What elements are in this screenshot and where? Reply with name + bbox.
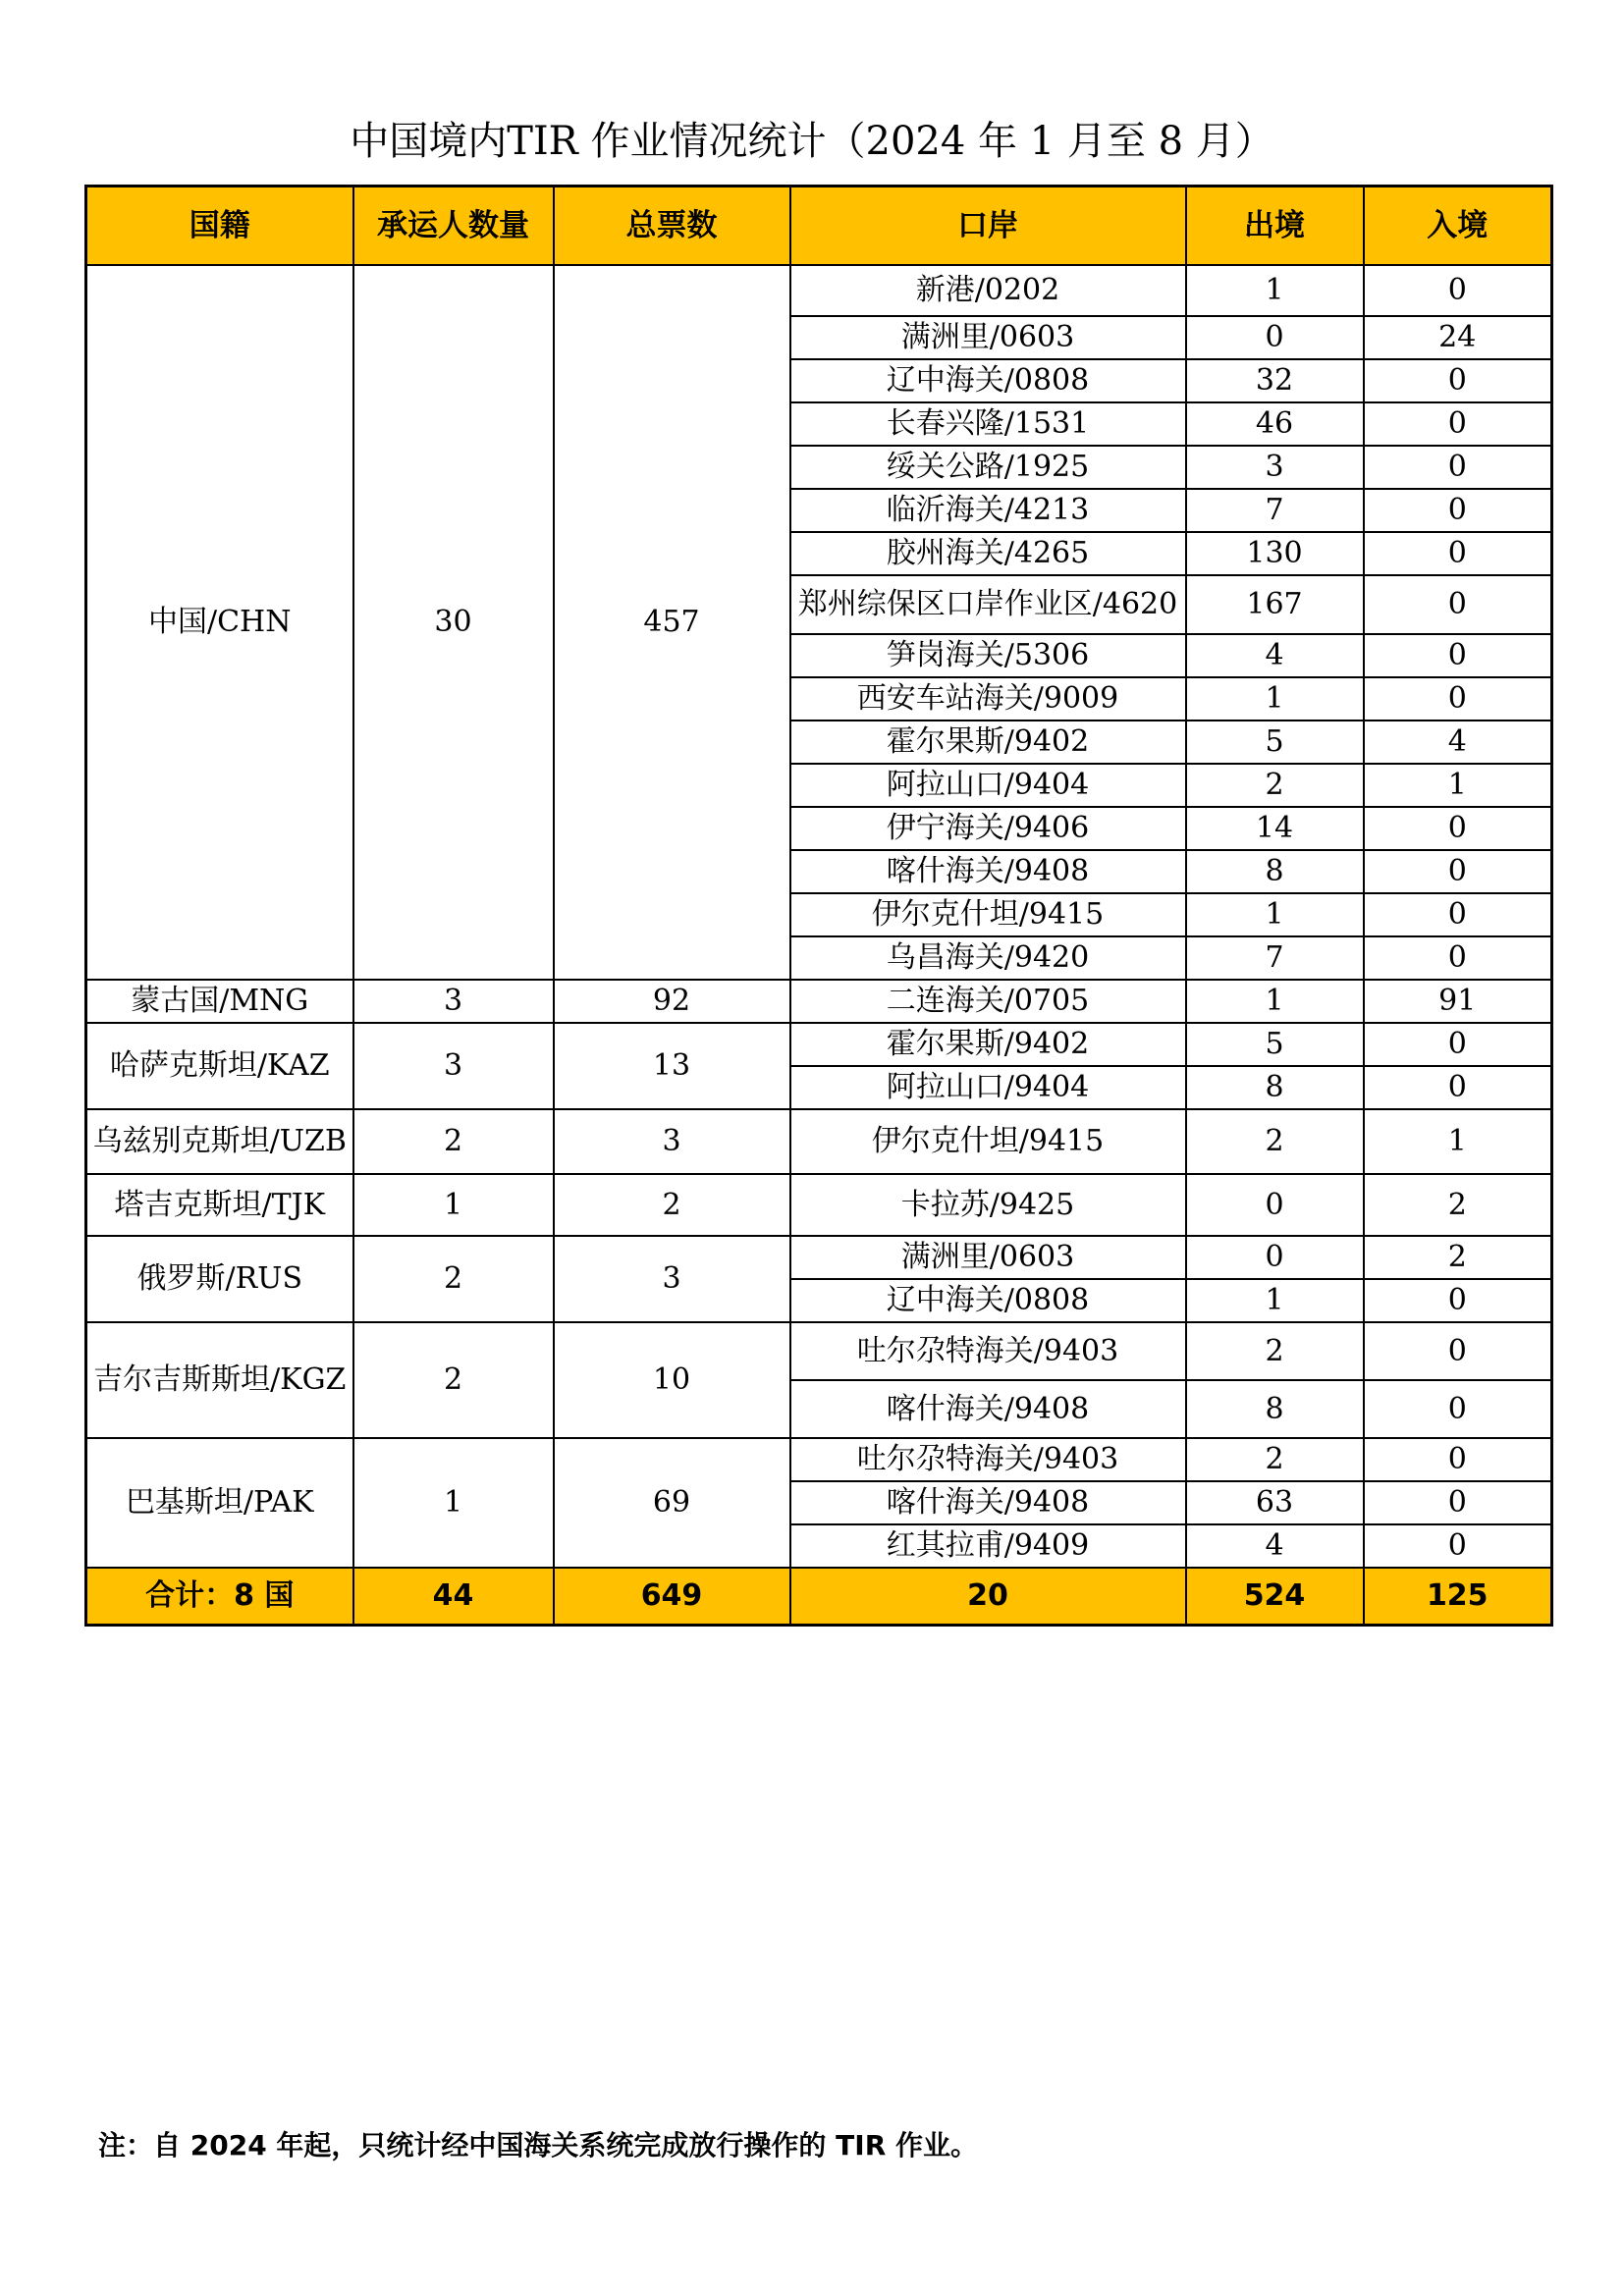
entry-cell: 2 [1364,1174,1552,1236]
totals-carriers: 44 [353,1568,554,1626]
exit-cell: 1 [1186,893,1364,936]
entry-cell: 0 [1364,489,1552,532]
exit-cell: 2 [1186,1109,1364,1174]
entry-cell: 0 [1364,893,1552,936]
totals-tickets: 649 [554,1568,790,1626]
port-cell: 西安车站海关/9009 [790,677,1186,721]
port-cell: 阿拉山口/9404 [790,764,1186,807]
carriers-cell: 2 [353,1322,554,1438]
totals-exit: 524 [1186,1568,1364,1626]
port-cell: 吐尔尕特海关/9403 [790,1322,1186,1380]
page-title: 中国境内TIR 作业情况统计（2024 年 1 月至 8 月） [350,119,1274,164]
entry-cell: 0 [1364,1066,1552,1109]
exit-cell: 1 [1186,265,1364,316]
port-cell: 满洲里/0603 [790,316,1186,359]
entry-cell: 0 [1364,850,1552,893]
exit-cell: 4 [1186,1524,1364,1568]
entry-cell: 0 [1364,634,1552,677]
exit-cell: 0 [1186,1236,1364,1279]
port-cell: 伊尔克什坦/9415 [790,1109,1186,1174]
tir-statistics-table [84,185,1553,1627]
exit-cell: 1 [1186,980,1364,1023]
exit-cell: 167 [1186,575,1364,634]
totals-ports: 20 [790,1568,1186,1626]
entry-cell: 0 [1364,807,1552,850]
carriers-cell: 2 [353,1236,554,1322]
header-row [86,187,1552,266]
tickets-cell: 10 [554,1322,790,1438]
totals-row [86,1568,1552,1626]
entry-cell: 0 [1364,446,1552,489]
exit-cell: 3 [1186,446,1364,489]
table-row [86,1109,1552,1174]
exit-cell: 5 [1186,721,1364,764]
port-cell: 霍尔果斯/9402 [790,721,1186,764]
exit-cell: 63 [1186,1481,1364,1524]
port-cell: 胶州海关/4265 [790,532,1186,575]
port-cell: 辽中海关/0808 [790,359,1186,402]
table-row [86,1322,1552,1380]
port-cell: 笋岗海关/5306 [790,634,1186,677]
header-port: 口岸 [790,187,1186,266]
port-cell: 霍尔果斯/9402 [790,1023,1186,1066]
port-cell: 临沂海关/4213 [790,489,1186,532]
tickets-cell: 3 [554,1109,790,1174]
exit-cell: 1 [1186,1279,1364,1322]
nationality-cell: 巴基斯坦/PAK [86,1438,353,1568]
tickets-cell: 3 [554,1236,790,1322]
port-cell: 新港/0202 [790,265,1186,316]
port-cell: 卡拉苏/9425 [790,1174,1186,1236]
entry-cell: 0 [1364,359,1552,402]
totals-label: 合计：8 国 [86,1568,353,1626]
totals-entry: 125 [1364,1568,1552,1626]
table-row [86,1236,1552,1279]
table-row [86,265,1552,316]
tickets-cell: 92 [554,980,790,1023]
port-cell: 辽中海关/0808 [790,1279,1186,1322]
entry-cell: 0 [1364,936,1552,980]
entry-cell: 0 [1364,1524,1552,1568]
port-cell: 二连海关/0705 [790,980,1186,1023]
carriers-cell: 1 [353,1174,554,1236]
port-cell: 吐尔尕特海关/9403 [790,1438,1186,1481]
port-cell: 乌昌海关/9420 [790,936,1186,980]
entry-cell: 0 [1364,1380,1552,1438]
entry-cell: 0 [1364,1438,1552,1481]
port-cell: 喀什海关/9408 [790,850,1186,893]
exit-cell: 7 [1186,489,1364,532]
entry-cell: 0 [1364,677,1552,721]
exit-cell: 32 [1186,359,1364,402]
exit-cell: 8 [1186,1066,1364,1109]
header-exit: 出境 [1186,187,1364,266]
header-nationality: 国籍 [86,187,353,266]
header-tickets: 总票数 [554,187,790,266]
entry-cell: 0 [1364,1023,1552,1066]
entry-cell: 0 [1364,1481,1552,1524]
port-cell: 红其拉甫/9409 [790,1524,1186,1568]
port-cell: 喀什海关/9408 [790,1481,1186,1524]
exit-cell: 2 [1186,764,1364,807]
table-body [86,265,1552,1568]
exit-cell: 7 [1186,936,1364,980]
table-row [86,1023,1552,1066]
header-entry: 入境 [1364,187,1552,266]
carriers-cell: 1 [353,1438,554,1568]
nationality-cell: 哈萨克斯坦/KAZ [86,1023,353,1109]
port-cell: 伊宁海关/9406 [790,807,1186,850]
port-cell: 阿拉山口/9404 [790,1066,1186,1109]
exit-cell: 2 [1186,1322,1364,1380]
tickets-cell: 457 [554,265,790,980]
port-cell: 喀什海关/9408 [790,1380,1186,1438]
tickets-cell: 69 [554,1438,790,1568]
carriers-cell: 2 [353,1109,554,1174]
entry-cell: 0 [1364,575,1552,634]
carriers-cell: 3 [353,1023,554,1109]
exit-cell: 46 [1186,402,1364,446]
table-row [86,1438,1552,1481]
port-cell: 伊尔克什坦/9415 [790,893,1186,936]
tickets-cell: 2 [554,1174,790,1236]
carriers-cell: 30 [353,265,554,980]
exit-cell: 14 [1186,807,1364,850]
table-row [86,1174,1552,1236]
exit-cell: 5 [1186,1023,1364,1066]
carriers-cell: 3 [353,980,554,1023]
header-carriers: 承运人数量 [353,187,554,266]
entry-cell: 0 [1364,1322,1552,1380]
port-cell: 长春兴隆/1531 [790,402,1186,446]
exit-cell: 130 [1186,532,1364,575]
entry-cell: 0 [1364,265,1552,316]
entry-cell: 0 [1364,402,1552,446]
port-cell: 郑州综保区口岸作业区/4620 [790,575,1186,634]
exit-cell: 2 [1186,1438,1364,1481]
exit-cell: 0 [1186,316,1364,359]
exit-cell: 8 [1186,1380,1364,1438]
nationality-cell: 俄罗斯/RUS [86,1236,353,1322]
nationality-cell: 蒙古国/MNG [86,980,353,1023]
entry-cell: 4 [1364,721,1552,764]
entry-cell: 1 [1364,1109,1552,1174]
nationality-cell: 中国/CHN [86,265,353,980]
tickets-cell: 13 [554,1023,790,1109]
exit-cell: 4 [1186,634,1364,677]
nationality-cell: 吉尔吉斯斯坦/KGZ [86,1322,353,1438]
entry-cell: 2 [1364,1236,1552,1279]
port-cell: 满洲里/0603 [790,1236,1186,1279]
exit-cell: 8 [1186,850,1364,893]
exit-cell: 0 [1186,1174,1364,1236]
exit-cell: 1 [1186,677,1364,721]
entry-cell: 91 [1364,980,1552,1023]
port-cell: 绥关公路/1925 [790,446,1186,489]
entry-cell: 24 [1364,316,1552,359]
table-row [86,980,1552,1023]
entry-cell: 0 [1364,532,1552,575]
entry-cell: 1 [1364,764,1552,807]
nationality-cell: 塔吉克斯坦/TJK [86,1174,353,1236]
footnote: 注：自 2024 年起，只统计经中国海关系统完成放行操作的 TIR 作业。 [98,2129,979,2162]
entry-cell: 0 [1364,1279,1552,1322]
nationality-cell: 乌兹别克斯坦/UZB [86,1109,353,1174]
